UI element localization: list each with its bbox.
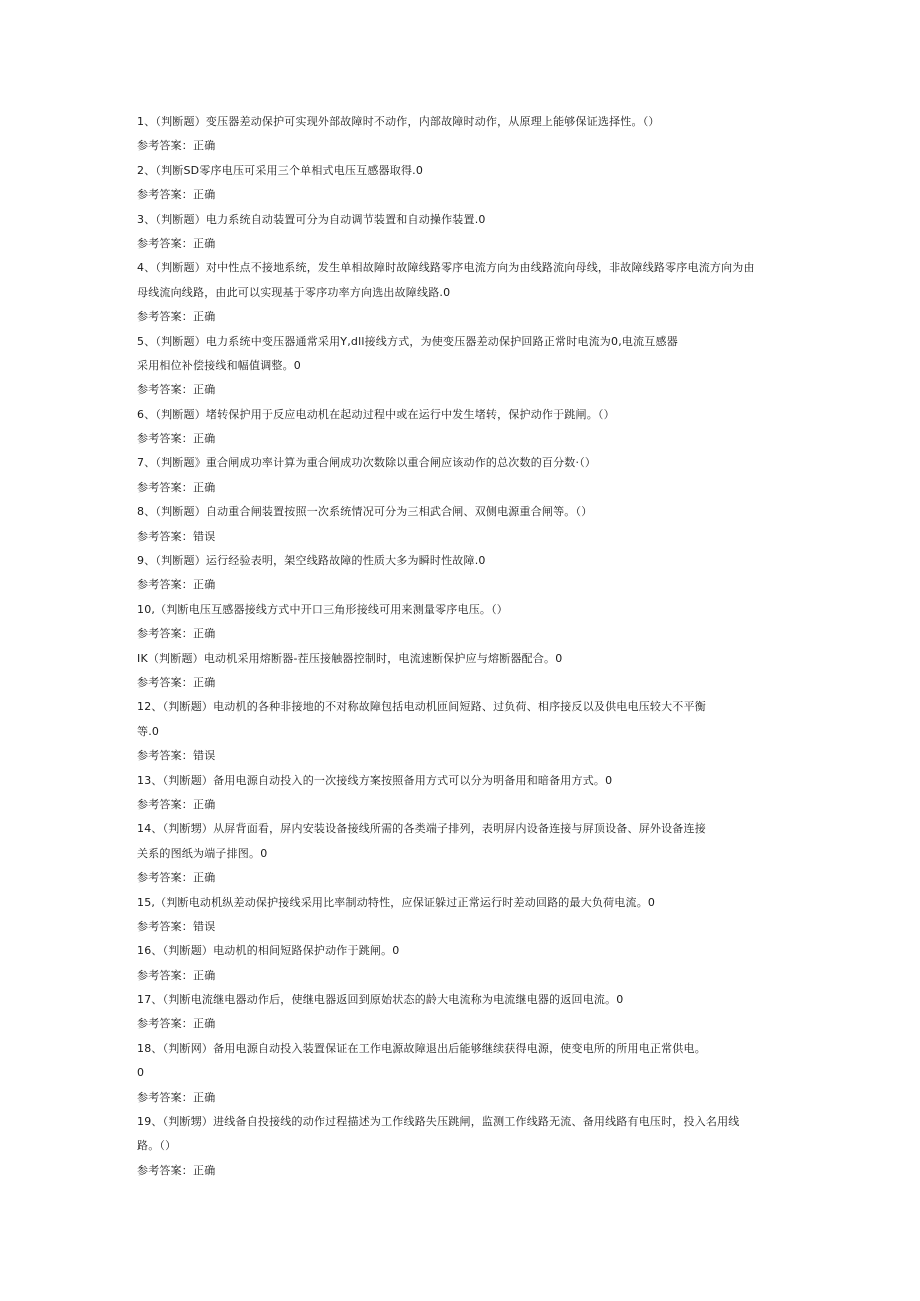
question-line: 9、（判断题）运行经验表明，架空线路故障的性质大多为瞬时性故障.0 [137, 554, 486, 568]
answer-line: 参考答案：正确 [137, 1090, 216, 1104]
question-line: 等.0 [137, 724, 160, 738]
answer-line: 参考答案：正确 [137, 675, 216, 689]
question-line: 采用相位补偿接线和幅值调整。0 [137, 358, 301, 372]
question-line: 13、（判断题）备用电源自动投入的一次接线方案按照备用方式可以分为明备用和暗备用方式。0 [137, 773, 613, 787]
question-line: 18、（判断网）备用电源自动投入装置保证在工作电源故障退出后能够继续获得电源，使变电所的所用电正常供电。 [137, 1041, 706, 1055]
answer-line: 参考答案：正确 [137, 578, 216, 592]
answer-line: 参考答案：正确 [137, 797, 216, 811]
question-line: 16、（判断题）电动机的相间短路保护动作于跳闸。0 [137, 944, 400, 958]
question-line: 8、（判断题）自动重合闸装置按照一次系统情况可分为三相武合闸、双侧电源重合闸等。（） [137, 505, 593, 519]
answer-line: 参考答案：正确 [137, 1163, 216, 1177]
question-line: IK（判断题）电动机采用熔断器-茬压接触器控制时，电流速断保护应与熔断器配合。0 [137, 651, 563, 665]
question-line: 4、（判断题）对中性点不接地系统，发生单相故障时故障线路零序电流方向为由线路流向母线，非故障线路零序电流方向为由 [137, 261, 755, 275]
answer-line: 参考答案：正确 [137, 968, 216, 982]
answer-line: 参考答案：正确 [137, 1017, 216, 1031]
question-line: 1、（判断题）变压器差动保护可实现外部故障时不动作，内部故障时动作，从原理上能够保证选择性。（） [137, 115, 660, 128]
question-line: 19、（判断甥）进线备自投接线的动作过程描述为工作线路失压跳闸，监测工作线路无流、备用线路有电压时，投入名用线 [137, 1115, 740, 1129]
answer-line: 参考答案：正确 [137, 383, 216, 397]
answer-line: 参考答案：正确 [137, 480, 216, 494]
answer-line: 参考答案：错误 [137, 749, 216, 763]
question-line: 3、（判断题）电力系统自动装置可分为自动调节装置和自动操作装置.0 [137, 212, 486, 226]
question-line: 0 [137, 1066, 145, 1080]
answer-line: 参考答案：正确 [137, 432, 216, 446]
question-line: 17、（判断电流继电器动作后，使继电器返回到原始状态的龄大电流称为电流继电器的返回电流。0 [137, 993, 624, 1007]
question-line: 2、（判断SD零序电压可采用三个单相式电压互感器取得.0 [137, 163, 424, 177]
question-line: 母线流向线路，由此可以实现基于零序功率方向选出故障线路.0 [137, 285, 451, 299]
answer-line: 参考答案：错误 [137, 529, 216, 543]
question-line: 关系的图纸为端子排图。0 [137, 846, 268, 860]
answer-line: 参考答案：正确 [137, 627, 216, 641]
question-line: 12、（判断题）电动机的各种非接地的不对称故障包括电动机匝间短路、过负荷、相序接反以及供电电压较大不平衡 [137, 700, 706, 714]
answer-line: 参考答案：正确 [137, 139, 216, 153]
answer-line: 参考答案：正确 [137, 236, 216, 250]
answer-line: 参考答案：正确 [137, 188, 216, 202]
answer-line: 参考答案：正确 [137, 310, 216, 324]
question-line: 10,（判断电压互感器接线方式中开口三角形接线可用来测量零序电压。（） [137, 602, 508, 616]
question-line: 15,（判断电动机纵差动保护接线采用比率制动特性，应保证躲过正常运行时差动回路的最大负荷电流。0 [137, 895, 656, 909]
question-line: 6、（判断题）堵转保护用于反应电动机在起动过程中或在运行中发生堵转，保护动作于跳闸。（） [137, 407, 615, 421]
answer-line: 参考答案：正确 [137, 871, 216, 885]
question-line: 路。（） [137, 1139, 177, 1153]
question-line: 7、（判断题》重合闸成功率计算为重合闸成功次数除以重合闸应该动作的总次数的百分数·（） [137, 456, 597, 470]
question-list [137, 110, 797, 1183]
question-line: 14、（判断甥）从屏背面看，屏内安装设备接线所需的各类端子排列，表明屏内设备连接与屏顶设备、屏外设备连接 [137, 822, 706, 836]
answer-line: 参考答案：错误 [137, 919, 216, 933]
question-line: 5、（判断题）电力系统中变压器通常采用Y,dll接线方式，为使变压器差动保护回路正常时电流为0,电流互感器 [137, 334, 678, 348]
